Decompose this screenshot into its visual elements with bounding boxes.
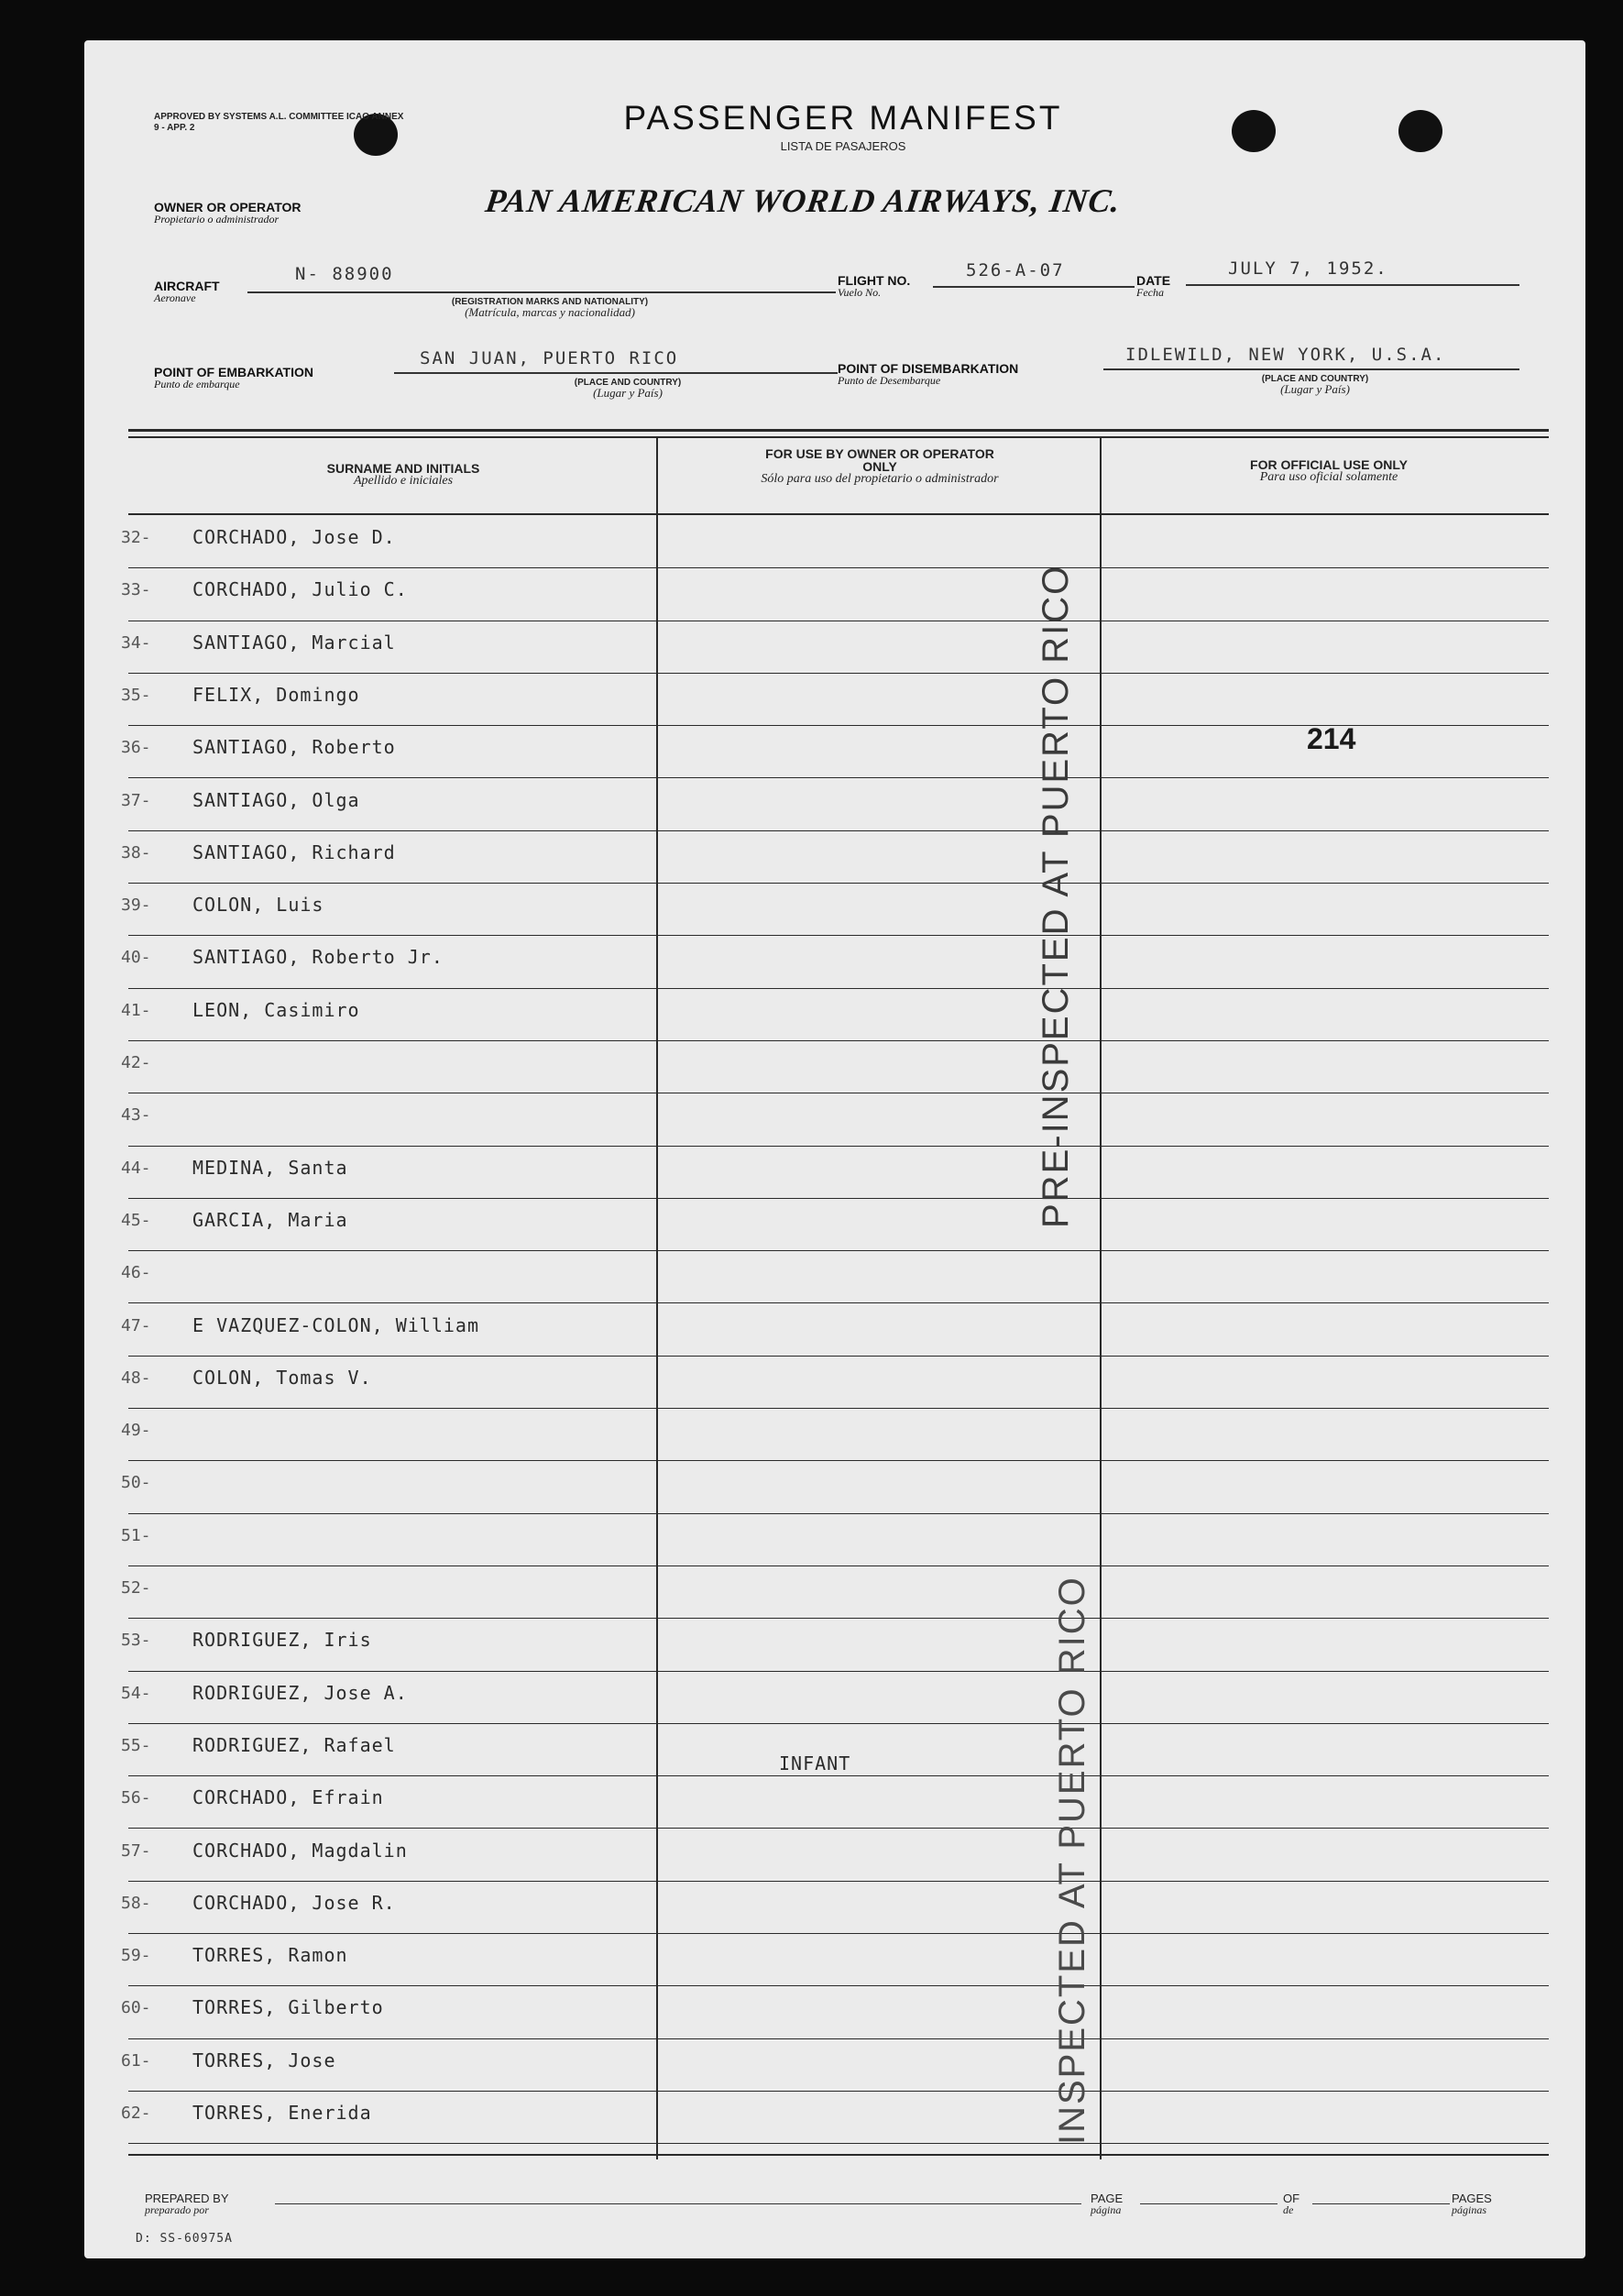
prepared-by-underline — [275, 2203, 1081, 2204]
table-row — [0, 1462, 1623, 1514]
row-number: 40- — [121, 948, 151, 968]
table-top-rule — [128, 429, 1549, 432]
table-row — [0, 2093, 1623, 2145]
row-number: 58- — [121, 1893, 151, 1913]
embarkation-value: SAN JUAN, PUERTO RICO — [420, 348, 679, 368]
form-number: D: SS-60975A — [136, 2232, 233, 2246]
table-row — [0, 1410, 1623, 1462]
row-rule — [128, 1985, 1549, 1986]
passenger-name: COLON, Tomas V. — [192, 1366, 372, 1389]
row-number: 38- — [121, 842, 151, 862]
header-bottom-rule — [128, 513, 1549, 515]
row-number: 46- — [121, 1263, 151, 1283]
row-number: 42- — [121, 1053, 151, 1072]
table-row — [0, 780, 1623, 832]
embarkation-place-caption: (PLACE AND COUNTRY) (Lugar y País) — [574, 378, 682, 400]
row-rule — [128, 1565, 1549, 1566]
row-number: 59- — [121, 1946, 151, 1966]
table-row — [0, 1252, 1623, 1304]
row-rule — [128, 1671, 1549, 1672]
row-number: 45- — [121, 1210, 151, 1230]
passenger-name: RODRIGUEZ, Jose A. — [192, 1681, 408, 1704]
passenger-name: SANTIAGO, Marcial — [192, 631, 396, 654]
row-number: 52- — [121, 1578, 151, 1598]
table-row — [0, 622, 1623, 675]
passenger-name: TORRES, Ramon — [192, 1944, 348, 1967]
embarkation-underline — [394, 372, 838, 374]
row-rule — [128, 1040, 1549, 1041]
row-rule — [128, 935, 1549, 936]
row-number: 34- — [121, 632, 151, 653]
pre-inspected-stamp: PRE-INSPECTED AT PUERTO RICO — [1036, 564, 1076, 1228]
table-row — [0, 2040, 1623, 2093]
table-row — [0, 884, 1623, 937]
passenger-name: FELIX, Domingo — [192, 683, 360, 706]
row-rule — [128, 830, 1549, 831]
row-number: 47- — [121, 1315, 151, 1335]
disembarkation-place-caption: (PLACE AND COUNTRY) (Lugar y País) — [1261, 374, 1369, 396]
row-rule — [128, 1775, 1549, 1776]
table-row — [0, 1935, 1623, 1987]
table-row — [0, 1567, 1623, 1620]
table-row — [0, 1200, 1623, 1252]
table-row — [0, 832, 1623, 884]
row-rule — [128, 1618, 1549, 1619]
row-number: 35- — [121, 685, 151, 705]
row-rule — [128, 2091, 1549, 2092]
page-subtitle: LISTA DE PASAJEROS — [780, 139, 906, 153]
row-number: 41- — [121, 1000, 151, 1020]
table-row — [0, 517, 1623, 569]
flight-underline — [933, 286, 1135, 288]
table-row — [0, 569, 1623, 621]
table-row — [0, 937, 1623, 989]
table-row — [0, 1094, 1623, 1147]
row-number: 39- — [121, 895, 151, 916]
binder-hole-right — [1398, 110, 1442, 152]
embarkation-label: POINT OF EMBARKATION Punto de embarque — [154, 365, 313, 390]
aircraft-underline — [247, 291, 836, 293]
passenger-name: CORCHADO, Efrain — [192, 1786, 384, 1809]
row-rule — [128, 988, 1549, 989]
official-note: 214 — [1307, 722, 1356, 755]
row-rule — [128, 567, 1549, 568]
row-number: 61- — [121, 2050, 151, 2071]
row-number: 60- — [121, 1998, 151, 2018]
row-number: 54- — [121, 1683, 151, 1703]
operator-name: PAN AMERICAN WORLD AIRWAYS, INC. — [483, 182, 1124, 219]
passenger-name: RODRIGUEZ, Iris — [192, 1629, 372, 1652]
table-row — [0, 1515, 1623, 1567]
date-value: JULY 7, 1952. — [1228, 258, 1388, 279]
passenger-name: CORCHADO, Jose R. — [192, 1891, 396, 1914]
row-rule — [128, 1408, 1549, 1409]
row-number: 49- — [121, 1421, 151, 1441]
date-underline — [1186, 284, 1519, 286]
row-number: 51- — [121, 1525, 151, 1545]
row-number: 44- — [121, 1158, 151, 1178]
passenger-name: TORRES, Jose — [192, 2049, 336, 2071]
passenger-name: COLON, Luis — [192, 894, 324, 917]
table-row — [0, 1987, 1623, 2039]
table-row — [0, 1357, 1623, 1410]
table-row — [0, 1673, 1623, 1725]
row-rule — [128, 1881, 1549, 1882]
official-use-column-header: FOR OFFICIAL USE ONLY Para uso oficial solamente — [1250, 457, 1408, 484]
footer-rule — [128, 2154, 1549, 2156]
passenger-name: RODRIGUEZ, Rafael — [192, 1733, 396, 1756]
table-row — [0, 1883, 1623, 1935]
page-underline — [1140, 2203, 1278, 2204]
disembarkation-underline — [1103, 368, 1519, 370]
row-rule — [128, 2038, 1549, 2039]
row-number: 43- — [121, 1105, 151, 1126]
of-underline — [1312, 2203, 1450, 2204]
table-row — [0, 1042, 1623, 1094]
passenger-name: TORRES, Enerida — [192, 2102, 372, 2124]
passenger-name: LEON, Casimiro — [192, 998, 360, 1021]
inspected-stamp: INSPECTED AT PUERTO RICO — [1052, 1576, 1092, 2145]
row-rule — [128, 673, 1549, 674]
row-number: 53- — [121, 1631, 151, 1651]
passenger-name: SANTIAGO, Olga — [192, 788, 360, 811]
of-label: OF de — [1283, 2192, 1300, 2216]
row-rule — [128, 1146, 1549, 1147]
row-rule — [128, 1933, 1549, 1934]
row-rule — [128, 2143, 1549, 2144]
row-rule — [128, 1356, 1549, 1357]
table-row — [0, 1305, 1623, 1357]
passenger-name: GARCIA, Maria — [192, 1208, 348, 1231]
row-number: 56- — [121, 1788, 151, 1808]
table-row — [0, 990, 1623, 1042]
passenger-name: CORCHADO, Magdalin — [192, 1839, 408, 1862]
table-row — [0, 1830, 1623, 1883]
flight-label: FLIGHT NO. Vuelo No. — [838, 273, 911, 299]
aircraft-value: N- 88900 — [295, 264, 394, 284]
passenger-name: SANTIAGO, Richard — [192, 840, 396, 863]
row-number: 33- — [121, 580, 151, 600]
table-top-rule-2 — [128, 436, 1549, 438]
aircraft-label: AIRCRAFT Aeronave — [154, 279, 220, 304]
row-rule — [128, 1250, 1549, 1251]
row-number: 50- — [121, 1473, 151, 1493]
row-rule — [128, 1460, 1549, 1461]
row-rule — [128, 1513, 1549, 1514]
row-number: 32- — [121, 528, 151, 547]
pages-label: PAGES páginas — [1452, 2192, 1492, 2216]
owner-use-column-header: FOR USE BY OWNER OR OPERATOR ONLY Sólo para uso del propietario o administrador — [761, 446, 999, 486]
row-rule — [128, 1198, 1549, 1199]
row-number: 36- — [121, 738, 151, 758]
approval-note: APPROVED BY SYSTEMS A.L. COMMITTEE ICAO ANNEX 9 - APP. 2 — [154, 112, 404, 133]
row-rule — [128, 1723, 1549, 1724]
passenger-name: SANTIAGO, Roberto Jr. — [192, 946, 444, 969]
disembarkation-label: POINT OF DISEMBARKATION Punto de Desembarque — [838, 361, 1019, 387]
row-number: 57- — [121, 1840, 151, 1861]
infant-note: INFANT — [779, 1752, 851, 1774]
passenger-name: TORRES, Gilberto — [192, 1996, 384, 2019]
passenger-name: SANTIAGO, Roberto — [192, 736, 396, 759]
passenger-name: MEDINA, Santa — [192, 1156, 348, 1179]
table-row — [0, 1620, 1623, 1672]
row-rule — [128, 777, 1549, 778]
table-row — [0, 727, 1623, 779]
disembarkation-value: IDLEWILD, NEW YORK, U.S.A. — [1125, 345, 1446, 365]
row-rule — [128, 1828, 1549, 1829]
owner-label: OWNER OR OPERATOR Propietario o administrador — [154, 200, 302, 225]
row-number: 48- — [121, 1368, 151, 1388]
passenger-name: CORCHADO, Jose D. — [192, 526, 396, 548]
binder-hole-center — [1232, 110, 1276, 152]
row-rule — [128, 883, 1549, 884]
page-title: PASSENGER MANIFEST — [623, 99, 1063, 137]
row-number: 37- — [121, 790, 151, 810]
row-number: 62- — [121, 2104, 151, 2123]
surname-column-header: SURNAME AND INITIALS Apellido e iniciales — [326, 461, 480, 488]
passenger-name: CORCHADO, Julio C. — [192, 578, 408, 601]
table-row — [0, 1777, 1623, 1829]
prepared-by-label: PREPARED BY preparado por — [145, 2192, 229, 2216]
table-row — [0, 1148, 1623, 1200]
page-label: PAGE página — [1091, 2192, 1124, 2216]
row-rule — [128, 1302, 1549, 1303]
row-number: 55- — [121, 1735, 151, 1755]
registration-caption: (REGISTRATION MARKS AND NATIONALITY) (Matrícula, marcas y nacionalidad) — [451, 297, 649, 319]
table-row — [0, 675, 1623, 727]
flight-value: 526-A-07 — [966, 260, 1065, 280]
date-label: DATE Fecha — [1136, 273, 1171, 299]
passenger-name: E VAZQUEZ-COLON, William — [192, 1313, 479, 1336]
